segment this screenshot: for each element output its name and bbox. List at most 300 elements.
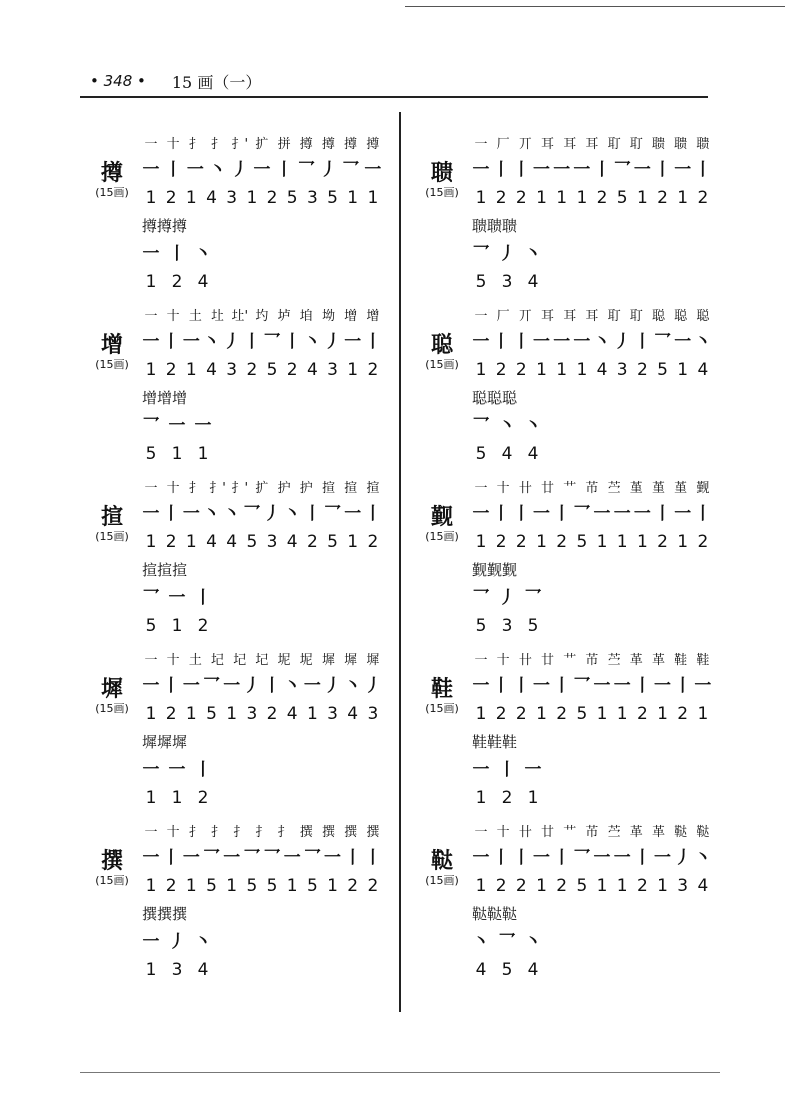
codes-cell: 4 [527, 960, 539, 980]
forms-cell: 圵 [211, 309, 225, 324]
strokes-cell: 一 [613, 504, 631, 524]
strokes-cell: 丨 [364, 848, 382, 868]
codes-cell: 1 [636, 532, 648, 552]
forms-cell: 革 [651, 653, 665, 668]
codes-cell: 1 [677, 188, 689, 208]
codes-cell: 5 [246, 876, 258, 896]
codes-row [472, 612, 712, 636]
codes-cell: 4 [697, 876, 709, 896]
strokes-cell: 一 [142, 760, 160, 780]
codes-cell: 4 [501, 444, 513, 464]
codes-cell: 1 [185, 360, 197, 380]
codes-cell: 3 [677, 876, 689, 896]
strokes-cell: 丨 [498, 760, 516, 780]
strokes-cell: 丿 [243, 676, 261, 696]
forms-continuation-row [472, 384, 712, 408]
headword-character: 鞑 [430, 849, 453, 874]
codes-cell: 2 [495, 360, 507, 380]
codes-cell: 4 [197, 272, 209, 292]
forms-row [142, 128, 382, 152]
forms-continuation: 觐觐觐 [472, 561, 518, 579]
forms-cell: 芇 [585, 825, 599, 840]
forms-cell: 革 [651, 825, 665, 840]
forms-cell: 苎 [607, 481, 621, 496]
strokes-cell: 乛 [613, 160, 631, 180]
character-entry [82, 816, 382, 986]
codes-cell: 1 [536, 360, 547, 380]
strokes-cell: 丨 [512, 160, 530, 180]
forms-cell: 圴 [255, 309, 269, 324]
strokes-row [142, 928, 382, 952]
strokes-cell: 丶 [524, 416, 542, 436]
character-entry [82, 472, 382, 642]
strokes-cell: 丨 [633, 848, 651, 868]
stroke-count-label: (15画) [425, 530, 459, 543]
strokes-cell: 一 [364, 160, 382, 180]
forms-continuation-row [472, 212, 712, 236]
strokes-row [472, 928, 712, 952]
strokes-cell: 丨 [283, 332, 301, 352]
codes-cell: 1 [171, 788, 183, 808]
forms-cell: 芇 [585, 481, 599, 496]
codes-cell: 1 [145, 960, 157, 980]
codes-row [472, 700, 712, 724]
codes-cell: 3 [226, 188, 238, 208]
codes-cell: 2 [677, 704, 689, 724]
codes-cell: 5 [266, 876, 278, 896]
strokes-cell: 乛 [573, 676, 591, 696]
forms-cell: 土 [188, 653, 202, 668]
codes-row [472, 784, 712, 808]
codes-cell: 1 [145, 788, 157, 808]
strokes-row [472, 328, 712, 352]
strokes-cell: 丶 [472, 932, 490, 952]
codes-row [142, 872, 382, 896]
codes-cell: 4 [206, 360, 217, 380]
codes-cell: 2 [657, 188, 668, 208]
forms-cell: 墀 [366, 653, 380, 668]
codes-cell: 1 [596, 532, 608, 552]
strokes-cell: 乛 [573, 504, 591, 524]
codes-cell: 2 [347, 876, 359, 896]
character-entry [412, 128, 712, 298]
forms-cell: 一 [474, 653, 488, 668]
codes-row [472, 184, 712, 208]
forms-cell: 十 [166, 481, 180, 496]
strokes-row [142, 672, 382, 696]
strokes-cell: 一 [472, 332, 490, 352]
forms-cell: 堇 [651, 481, 665, 496]
strokes-row [142, 844, 382, 868]
codes-cell: 1 [527, 788, 539, 808]
strokes-cell: 乛 [498, 932, 516, 952]
character-entry [412, 472, 712, 642]
strokes-cell: 一 [613, 848, 631, 868]
strokes-cell: 一 [472, 760, 490, 780]
strokes-cell: 一 [253, 160, 271, 180]
codes-row [142, 612, 382, 636]
codes-cell: 3 [306, 188, 318, 208]
strokes-cell: 一 [533, 332, 551, 352]
strokes-row [472, 584, 712, 608]
forms-cell: 撙 [299, 137, 313, 152]
codes-cell: 1 [145, 532, 157, 552]
strokes-cell: 丨 [674, 676, 692, 696]
codes-row [472, 268, 712, 292]
strokes-cell: 丨 [162, 848, 180, 868]
forms-row [142, 300, 382, 324]
codes-cell: 4 [527, 272, 539, 292]
strokes-cell: 丨 [694, 160, 712, 180]
codes-cell: 3 [501, 272, 513, 292]
codes-cell: 1 [616, 704, 628, 724]
stroke-sequence [142, 472, 382, 640]
codes-cell: 1 [145, 876, 157, 896]
strokes-cell: 丶 [593, 332, 611, 352]
forms-cell: 鞑 [696, 825, 710, 840]
strokes-cell: 丿 [674, 848, 692, 868]
strokes-cell: 丨 [162, 676, 180, 696]
strokes-cell: 丨 [654, 504, 672, 524]
strokes-cell: 一 [573, 332, 591, 352]
forms-cell: 耵 [607, 137, 621, 152]
forms-cell: 耳 [541, 137, 555, 152]
codes-row [142, 528, 382, 552]
stroke-count-label: (15画) [95, 702, 129, 715]
strokes-row [472, 156, 712, 180]
forms-cell: 一 [474, 825, 488, 840]
strokes-cell: 一 [142, 848, 160, 868]
codes-cell: 2 [556, 876, 568, 896]
codes-cell: 2 [697, 532, 709, 552]
header-rule [80, 96, 708, 98]
strokes-cell: 乛 [263, 848, 281, 868]
forms-row [472, 644, 712, 668]
strokes-cell: 丿 [324, 332, 342, 352]
forms-cell: 圮 [255, 653, 269, 668]
strokes-cell: 丨 [492, 160, 510, 180]
codes-cell: 2 [306, 532, 318, 552]
strokes-row [142, 756, 382, 780]
forms-cell: 耳 [563, 309, 577, 324]
codes-cell: 5 [475, 444, 487, 464]
strokes-cell: 乛 [142, 588, 160, 608]
codes-cell: 2 [515, 532, 527, 552]
strokes-cell: 一 [324, 848, 342, 868]
forms-continuation: 撙撙撙 [142, 217, 188, 235]
strokes-cell: 丨 [275, 160, 293, 180]
strokes-cell: 丨 [492, 504, 510, 524]
codes-cell: 1 [616, 532, 628, 552]
forms-cell: 丌 [518, 137, 532, 152]
codes-cell: 2 [515, 188, 527, 208]
codes-cell: 3 [327, 360, 338, 380]
codes-cell: 5 [501, 960, 513, 980]
forms-cell: 芇 [585, 653, 599, 668]
strokes-row [142, 500, 382, 524]
strokes-cell: 一 [303, 676, 321, 696]
codes-cell: 5 [286, 188, 298, 208]
forms-cell: 撙 [366, 137, 380, 152]
codes-cell: 4 [697, 360, 709, 380]
codes-cell: 1 [246, 188, 258, 208]
strokes-cell: 丿 [613, 332, 631, 352]
forms-cell: 廿 [541, 481, 555, 496]
strokes-cell: 丨 [263, 676, 281, 696]
strokes-cell: 一 [168, 416, 186, 436]
stroke-sequence [472, 816, 712, 984]
strokes-cell: 丿 [320, 160, 337, 180]
strokes-cell: 一 [593, 676, 611, 696]
forms-cell: 扌 [233, 825, 247, 840]
forms-cell: 撰 [344, 825, 358, 840]
codes-cell: 2 [266, 188, 278, 208]
codes-cell: 2 [246, 360, 258, 380]
strokes-cell: 丨 [344, 848, 362, 868]
character-entry [82, 128, 382, 298]
strokes-cell: 丶 [194, 244, 212, 264]
strokes-cell: 一 [633, 160, 651, 180]
strokes-row [472, 412, 712, 436]
codes-cell: 1 [475, 704, 487, 724]
codes-cell: 4 [596, 360, 608, 380]
codes-cell: 1 [171, 616, 183, 636]
strokes-cell: 丨 [364, 332, 382, 352]
strokes-cell: 乛 [243, 848, 261, 868]
codes-cell: 1 [596, 876, 608, 896]
forms-continuation: 鞋鞋鞋 [472, 733, 518, 751]
strokes-cell: 丨 [553, 504, 571, 524]
strokes-row [142, 240, 382, 264]
strokes-cell: 丿 [168, 932, 186, 952]
forms-cell: 坳 [321, 309, 335, 324]
codes-cell: 5 [576, 704, 588, 724]
strokes-cell: 丶 [498, 416, 516, 436]
forms-cell: 苎 [607, 653, 621, 668]
forms-cell: 护 [299, 481, 313, 496]
strokes-cell: 乛 [472, 244, 490, 264]
strokes-cell: 一 [472, 160, 490, 180]
codes-cell: 1 [197, 444, 209, 464]
strokes-row [472, 756, 712, 780]
strokes-row [142, 328, 382, 352]
codes-row [142, 356, 382, 380]
codes-cell: 1 [596, 704, 608, 724]
codes-cell: 2 [367, 532, 379, 552]
strokes-cell: 丨 [492, 848, 510, 868]
codes-cell: 5 [266, 360, 278, 380]
strokes-cell: 乛 [342, 160, 360, 180]
forms-cell: 扌 [188, 137, 202, 152]
forms-cell: 增 [344, 309, 358, 324]
strokes-cell: 一 [223, 676, 241, 696]
forms-cell: 扌 [255, 825, 269, 840]
codes-cell: 4 [527, 444, 539, 464]
codes-cell: 1 [475, 876, 487, 896]
strokes-cell: 丨 [364, 504, 382, 524]
codes-cell: 2 [197, 788, 209, 808]
forms-continuation: 增增增 [142, 389, 188, 407]
top-rule [405, 6, 785, 7]
strokes-cell: 一 [553, 160, 571, 180]
strokes-cell: 丨 [194, 588, 212, 608]
strokes-cell: 丿 [223, 332, 241, 352]
strokes-cell: 丨 [162, 332, 180, 352]
codes-cell: 3 [246, 704, 258, 724]
codes-cell: 1 [306, 704, 318, 724]
codes-cell: 2 [171, 272, 183, 292]
forms-cell: 圮 [233, 653, 247, 668]
codes-cell: 1 [475, 788, 487, 808]
headword-character: 撰 [100, 849, 123, 874]
stroke-count-label: (15画) [425, 702, 459, 715]
codes-cell: 4 [206, 532, 217, 552]
forms-cell: 聩 [696, 137, 710, 152]
forms-cell: 卄 [518, 481, 532, 496]
forms-continuation: 聩聩聩 [472, 217, 518, 235]
strokes-cell: 一 [694, 676, 712, 696]
codes-cell: 1 [475, 188, 487, 208]
codes-cell: 4 [306, 360, 318, 380]
codes-row [472, 956, 712, 980]
strokes-cell: 一 [186, 160, 204, 180]
strokes-cell: 丶 [223, 504, 241, 524]
codes-cell: 1 [185, 704, 197, 724]
stroke-sequence [472, 300, 712, 468]
forms-cell: 揎 [321, 481, 335, 496]
codes-cell: 2 [636, 704, 648, 724]
codes-row [472, 872, 712, 896]
forms-cell: 一 [144, 653, 158, 668]
strokes-cell: 丿 [364, 676, 382, 696]
forms-cell: 聪 [674, 309, 688, 324]
codes-row [472, 356, 712, 380]
forms-row [472, 472, 712, 496]
codes-cell: 2 [657, 532, 668, 552]
codes-cell: 1 [145, 704, 157, 724]
codes-cell: 2 [636, 360, 648, 380]
strokes-cell: 丨 [164, 160, 182, 180]
forms-cell: 艹 [563, 481, 577, 496]
codes-cell: 5 [246, 532, 258, 552]
codes-cell: 2 [165, 360, 177, 380]
strokes-cell: 一 [553, 332, 571, 352]
forms-cell: 扌' [231, 137, 249, 152]
codes-cell: 5 [327, 188, 338, 208]
codes-cell: 2 [495, 876, 507, 896]
forms-cell: 垆 [277, 309, 291, 324]
strokes-cell: 一 [593, 848, 611, 868]
strokes-cell: 丨 [168, 244, 186, 264]
forms-continuation-row [472, 728, 712, 752]
headword-character: 增 [100, 333, 123, 358]
strokes-cell: 丨 [553, 848, 571, 868]
strokes-cell: 丿 [231, 160, 249, 180]
strokes-cell: 一 [344, 504, 362, 524]
bottom-rule [80, 1072, 720, 1073]
strokes-cell: 一 [472, 848, 490, 868]
strokes-cell: 丨 [512, 676, 530, 696]
codes-cell: 3 [367, 704, 379, 724]
codes-cell: 3 [171, 960, 183, 980]
codes-cell: 3 [266, 532, 278, 552]
forms-cell: 十 [166, 137, 180, 152]
codes-cell: 5 [475, 616, 487, 636]
strokes-cell: 丶 [524, 244, 542, 264]
headword-character: 聪 [430, 333, 453, 358]
strokes-cell: 一 [142, 332, 160, 352]
forms-cell: 革 [629, 825, 643, 840]
stroke-count-label: (15画) [95, 874, 129, 887]
forms-cell: 扌' [231, 481, 249, 496]
strokes-cell: 丶 [203, 504, 221, 524]
forms-cell: 厂 [496, 309, 510, 324]
forms-cell: 一 [474, 309, 488, 324]
forms-cell: 一 [144, 137, 158, 152]
codes-cell: 4 [197, 960, 209, 980]
forms-cell: 一 [144, 825, 158, 840]
forms-cell: 觐 [696, 481, 710, 496]
forms-cell: 聩 [674, 137, 688, 152]
strokes-row [472, 844, 712, 868]
codes-cell: 1 [657, 704, 668, 724]
codes-cell: 4 [226, 532, 238, 552]
codes-cell: 1 [677, 360, 689, 380]
codes-row [142, 440, 382, 464]
headword-character: 揎 [100, 505, 123, 530]
codes-cell: 2 [367, 876, 379, 896]
forms-cell: 护 [277, 481, 291, 496]
strokes-cell: 一 [573, 160, 591, 180]
strokes-cell: 一 [472, 676, 490, 696]
forms-cell: 扩 [255, 481, 269, 496]
codes-cell: 2 [495, 704, 507, 724]
forms-cell: 聪 [651, 309, 665, 324]
forms-cell: 一 [144, 309, 158, 324]
forms-cell: 扩 [255, 137, 269, 152]
forms-continuation: 墀墀墀 [142, 733, 188, 751]
character-entry [82, 300, 382, 470]
strokes-cell: 乛 [472, 588, 490, 608]
headword-character: 撙 [100, 161, 123, 186]
strokes-cell: 丶 [283, 676, 301, 696]
strokes-cell: 丨 [694, 504, 712, 524]
codes-cell: 1 [576, 188, 588, 208]
codes-cell: 4 [475, 960, 487, 980]
forms-cell: 堇 [674, 481, 688, 496]
stroke-count-label: (15画) [95, 358, 129, 371]
codes-row [472, 440, 712, 464]
strokes-cell: 丶 [344, 676, 362, 696]
forms-cell: 扌 [211, 137, 225, 152]
character-entry [412, 644, 712, 814]
forms-cell: 苎 [607, 825, 621, 840]
codes-cell: 1 [475, 360, 487, 380]
codes-cell: 2 [165, 188, 177, 208]
strokes-cell: 乛 [324, 504, 342, 524]
strokes-cell: 一 [633, 504, 651, 524]
strokes-cell: 一 [472, 504, 490, 524]
forms-cell: 扌' [209, 481, 226, 496]
strokes-cell: 丶 [694, 332, 712, 352]
codes-cell: 5 [145, 444, 157, 464]
forms-cell: 十 [166, 653, 180, 668]
strokes-cell: 丿 [263, 504, 281, 524]
stroke-sequence [142, 644, 382, 812]
codes-cell: 1 [286, 876, 298, 896]
codes-cell: 1 [616, 876, 628, 896]
forms-cell: 鞋 [674, 653, 688, 668]
